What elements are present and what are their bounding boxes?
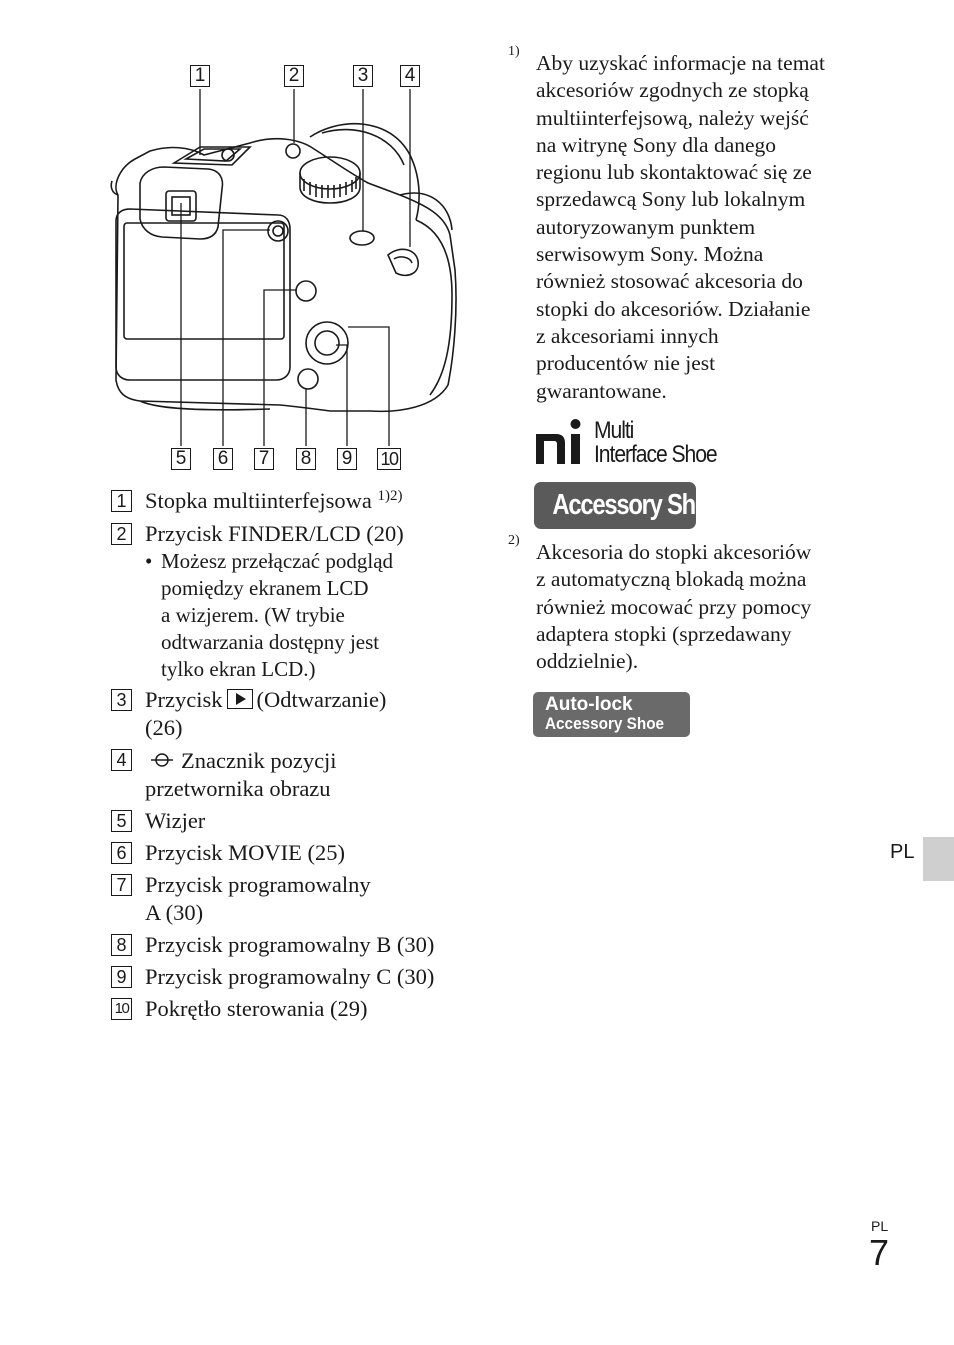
legend-text: A (30) [145, 900, 204, 925]
callout-2: 2 [284, 65, 304, 87]
parts-legend [111, 487, 471, 1023]
image-sensor-mark-icon [151, 746, 173, 760]
callout-3: 3 [353, 65, 373, 87]
legend-item-8 [111, 931, 471, 959]
footnote-line: adaptera stopki (sprzedawany [536, 621, 792, 646]
footnote-mark: 2) [508, 533, 520, 548]
legend-text: Znacznik pozycji [181, 748, 337, 773]
legend-item-3 [111, 686, 471, 742]
legend-number: 9 [111, 966, 132, 988]
callout-4: 4 [400, 65, 420, 87]
footnote-1 [508, 44, 866, 405]
camera-figure [100, 55, 480, 475]
footnote-line: na witrynę Sony dla danego [536, 132, 777, 157]
footnote-line: z akcesoriami innych [536, 323, 719, 348]
legend-text: Przycisk MOVIE (25) [145, 840, 345, 865]
page-lang-label: PL [871, 1218, 889, 1234]
footnote-ref: 1)2) [377, 488, 403, 504]
footnote-line: również stosować akcesoria do [536, 269, 803, 294]
footnote-line: serwisowym Sony. Można [536, 242, 764, 267]
legend-text: przetwornika obrazu [145, 776, 331, 801]
legend-number: 1 [111, 490, 132, 512]
legend-number: 3 [111, 689, 132, 711]
legend-number: 8 [111, 934, 132, 956]
mi-logo-line2: Interface Shoe [594, 441, 717, 468]
legend-text: (26) [145, 715, 183, 740]
multi-interface-shoe-logo [534, 418, 744, 470]
footnote-line: Aby uzyskać informacje na temat [536, 51, 825, 75]
legend-text: Wizjer [145, 808, 206, 833]
legend-item-5 [111, 807, 471, 835]
footnote-line: multiinterfejsową, należy wejść [536, 105, 809, 130]
bullet: • [145, 549, 153, 573]
legend-number: 7 [111, 874, 132, 896]
footnote-line: oddzielnie). [536, 649, 639, 674]
footnote-line: akcesoriów zgodnych ze stopką [536, 78, 809, 103]
legend-number: 10 [111, 998, 132, 1020]
legend-text: Przycisk programowalny [145, 872, 371, 897]
legend-item-10 [111, 995, 471, 1023]
legend-item-1 [111, 487, 471, 515]
note-line: Możesz przełączać podgląd [161, 549, 394, 573]
legend-note-2 [111, 548, 471, 683]
note-line: a wizjerem. (W trybie [161, 603, 345, 627]
footnote-line: sprzedawcą Sony lub lokalnym [536, 187, 806, 212]
side-language-tab [923, 837, 954, 881]
auto-lock-accessory-shoe-badge [533, 692, 690, 737]
legend-item-2 [111, 520, 471, 548]
legend-text: Stopka multiinterfejsowa [145, 488, 372, 513]
callout-10: 10 [377, 448, 401, 470]
legend-item-9 [111, 963, 471, 991]
footnote-line: regionu lub skontaktować się ze [536, 160, 812, 185]
legend-item-7 [111, 871, 471, 927]
legend-number: 2 [111, 523, 132, 545]
playback-icon [227, 689, 253, 709]
legend-number: 5 [111, 810, 132, 832]
side-language-label: PL [890, 841, 915, 863]
legend-text: (Odtwarzanie) [256, 687, 387, 712]
accessory-shoe-badge [534, 482, 721, 529]
footnote-mark: 1) [508, 44, 520, 59]
legend-text: Przycisk [145, 687, 223, 712]
page-number: 7 [869, 1232, 890, 1273]
legend-number: 6 [111, 842, 132, 864]
callout-7: 7 [254, 448, 274, 470]
callout-1: 1 [190, 65, 210, 87]
legend-item-4 [111, 746, 471, 803]
note-line: odtwarzania dostępny jest [161, 630, 380, 654]
note-line: pomiędzy ekranem LCD [161, 576, 369, 600]
legend-text: Przycisk programowalny B (30) [145, 932, 435, 957]
callout-5: 5 [171, 448, 191, 470]
legend-text: Przycisk programowalny C (30) [145, 964, 435, 989]
callout-8: 8 [296, 448, 316, 470]
badge-label: Accessory Shoe [552, 489, 721, 521]
badge-line1: Auto-lock [545, 694, 633, 715]
footnote-2 [508, 533, 866, 675]
note-line: tylko ekran LCD.) [161, 657, 316, 681]
footnote-line: gwarantowane. [536, 378, 667, 403]
callout-6: 6 [213, 448, 233, 470]
footnote-line: z automatyczną blokadą można [536, 567, 807, 592]
legend-number: 4 [111, 749, 132, 771]
mi-logo-line1: Multi [594, 417, 634, 444]
badge-line2: Accessory Shoe [545, 714, 665, 733]
footnote-line: producentów nie jest [536, 351, 716, 376]
legend-text: Pokrętło sterowania (29) [145, 996, 368, 1021]
footnote-line: Akcesoria do stopki akcesoriów [536, 540, 812, 564]
footnote-line: autoryzowanym punktem [536, 214, 756, 239]
camera-back-illustration [100, 55, 480, 475]
callout-9: 9 [337, 448, 357, 470]
legend-text: Przycisk FINDER/LCD (20) [145, 521, 404, 546]
footnote-line: również mocować przy pomocy [536, 594, 812, 619]
legend-item-6 [111, 839, 471, 867]
mi-logo-icon [534, 418, 590, 466]
footnote-line: stopki do akcesoriów. Działanie [536, 296, 811, 321]
